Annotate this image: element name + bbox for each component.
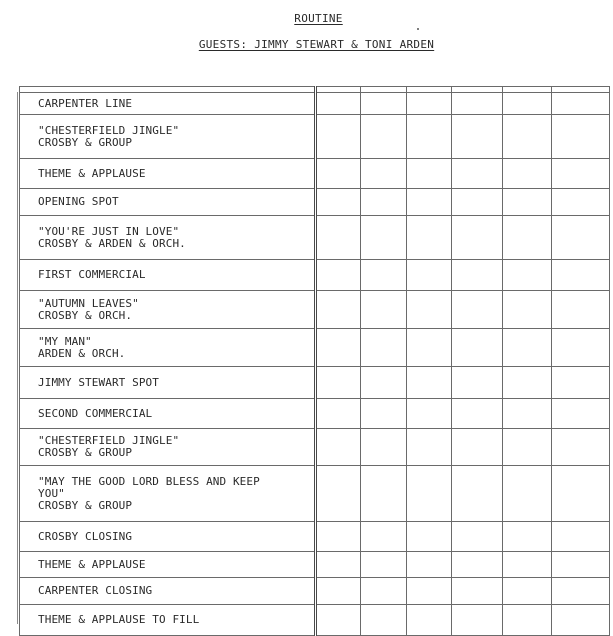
timing-cell [552, 552, 610, 578]
routine-item-line: THEME & APPLAUSE [38, 166, 146, 180]
timing-cell [503, 367, 552, 399]
timing-cell [503, 429, 552, 466]
timing-cell [552, 399, 610, 429]
timing-cell [361, 429, 407, 466]
routine-table-body [20, 87, 610, 636]
routine-table [19, 86, 610, 636]
timing-cell [452, 578, 503, 605]
timing-cell [407, 552, 452, 578]
routine-item-line: CARPENTER CLOSING [38, 584, 153, 597]
routine-row [20, 93, 610, 115]
timing-cell [361, 578, 407, 605]
timing-cell [407, 291, 452, 329]
routine-row [20, 291, 610, 329]
routine-row [20, 260, 610, 291]
routine-item-line: JIMMY STEWART SPOT [38, 375, 160, 389]
timing-cell [361, 189, 407, 216]
timing-cell [503, 605, 552, 636]
timing-cell [452, 260, 503, 291]
routine-row [20, 522, 610, 552]
routine-row [20, 552, 610, 578]
timing-cell [552, 605, 610, 636]
routine-item-line: "MY MAN" [38, 334, 92, 348]
timing-cell [552, 189, 610, 216]
timing-cell [503, 522, 552, 552]
timing-cell [361, 466, 407, 522]
routine-row [20, 115, 610, 159]
timing-cell [503, 260, 552, 291]
timing-cell [361, 159, 407, 189]
timing-cell [316, 522, 361, 552]
timing-cell [407, 93, 452, 115]
routine-row [20, 189, 610, 216]
timing-cell [452, 367, 503, 399]
timing-cell [407, 159, 452, 189]
timing-cell [316, 189, 361, 216]
timing-cell [316, 399, 361, 429]
timing-cell [552, 159, 610, 189]
routine-row [20, 329, 610, 367]
timing-cell [552, 466, 610, 522]
timing-cell [503, 159, 552, 189]
timing-cell [552, 329, 610, 367]
timing-cell [316, 466, 361, 522]
timing-cell [503, 578, 552, 605]
timing-cell [361, 399, 407, 429]
routine-item-line: "MAY THE GOOD LORD BLESS AND KEEP [38, 474, 260, 488]
timing-cell [503, 399, 552, 429]
routine-item-line: "AUTUMN LEAVES" [38, 296, 139, 310]
routine-item-label [20, 260, 316, 291]
routine-row [20, 605, 610, 636]
routine-item-line: CROSBY CLOSING [38, 529, 133, 543]
timing-cell [503, 552, 552, 578]
routine-item-line: "CHESTERFIELD JINGLE" [38, 434, 180, 447]
timing-cell [316, 578, 361, 605]
timing-cell [503, 291, 552, 329]
routine-item-label [20, 578, 316, 605]
timing-cell [552, 260, 610, 291]
guests-subtitle: GUESTS: JIMMY STEWART & TONI ARDEN [198, 38, 435, 51]
timing-cell [503, 466, 552, 522]
timing-cell [316, 291, 361, 329]
timing-cell [452, 522, 503, 552]
timing-cell [361, 522, 407, 552]
ink-speck [417, 28, 419, 30]
routine-item-line: THEME & APPLAUSE TO FILL [38, 613, 200, 626]
timing-cell [361, 552, 407, 578]
timing-cell [316, 367, 361, 399]
timing-cell [316, 115, 361, 159]
routine-item-label [20, 115, 316, 159]
routine-row [20, 466, 610, 522]
timing-cell [407, 578, 452, 605]
timing-cell [503, 189, 552, 216]
routine-row [20, 399, 610, 429]
timing-cell [316, 429, 361, 466]
timing-cell [316, 329, 361, 367]
timing-cell [407, 216, 452, 260]
timing-cell [503, 329, 552, 367]
timing-cell [552, 216, 610, 260]
timing-cell [407, 189, 452, 216]
timing-cell [503, 93, 552, 115]
routine-item-label [20, 522, 316, 552]
timing-cell [552, 522, 610, 552]
routine-row [20, 429, 610, 466]
timing-cell [407, 367, 452, 399]
routine-item-line: CROSBY & GROUP [38, 135, 133, 149]
timing-cell [361, 329, 407, 367]
timing-cell [316, 605, 361, 636]
timing-cell [316, 159, 361, 189]
routine-item-line: SECOND COMMERCIAL [38, 406, 153, 420]
timing-cell [452, 466, 503, 522]
routine-item-line: CROSBY & ORCH. [38, 308, 133, 322]
timing-cell [407, 605, 452, 636]
routine-row [20, 578, 610, 605]
routine-item-line: FIRST COMMERCIAL [38, 268, 146, 281]
timing-cell [452, 115, 503, 159]
timing-cell [316, 552, 361, 578]
routine-item-label [20, 367, 316, 399]
timing-cell [407, 260, 452, 291]
routine-item-line: OPENING SPOT [38, 195, 119, 208]
routine-item-label [20, 329, 316, 367]
routine-item-label [20, 552, 316, 578]
routine-item-label [20, 189, 316, 216]
routine-item-label [20, 466, 316, 522]
timing-cell [407, 329, 452, 367]
left-margin-line [17, 92, 18, 624]
timing-cell [452, 93, 503, 115]
routine-item-line: ARDEN & ORCH. [38, 346, 126, 360]
timing-cell [452, 605, 503, 636]
timing-cell [552, 115, 610, 159]
timing-cell [316, 93, 361, 115]
timing-cell [552, 367, 610, 399]
timing-cell [552, 429, 610, 466]
routine-item-line: THEME & APPLAUSE [38, 557, 146, 571]
routine-row [20, 367, 610, 399]
routine-item-line: CROSBY & GROUP [38, 446, 133, 459]
timing-cell [452, 216, 503, 260]
timing-cell [407, 522, 452, 552]
routine-item-line: CARPENTER LINE [38, 96, 133, 110]
timing-cell [361, 367, 407, 399]
routine-item-label [20, 429, 316, 466]
routine-item-line: CROSBY & ARDEN & ORCH. [38, 236, 186, 250]
timing-cell [407, 429, 452, 466]
routine-item-label [20, 159, 316, 189]
timing-cell [452, 159, 503, 189]
timing-cell [407, 466, 452, 522]
timing-cell [407, 115, 452, 159]
timing-cell [407, 399, 452, 429]
routine-item-label [20, 93, 316, 115]
timing-cell [452, 429, 503, 466]
timing-cell [361, 93, 407, 115]
routine-row [20, 159, 610, 189]
timing-cell [361, 216, 407, 260]
timing-cell [361, 260, 407, 291]
routine-item-label [20, 216, 316, 260]
routine-item-line: "YOU'RE JUST IN LOVE" [38, 224, 180, 238]
timing-cell [552, 93, 610, 115]
timing-cell [552, 578, 610, 605]
routine-row [20, 216, 610, 260]
page-title: ROUTINE [294, 12, 343, 25]
timing-cell [452, 552, 503, 578]
timing-cell [503, 115, 552, 159]
timing-cell [361, 291, 407, 329]
routine-item-label [20, 291, 316, 329]
timing-cell [361, 115, 407, 159]
routine-item-line: "CHESTERFIELD JINGLE" [38, 123, 180, 137]
timing-cell [452, 399, 503, 429]
timing-cell [316, 216, 361, 260]
timing-cell [503, 216, 552, 260]
timing-cell [452, 291, 503, 329]
timing-cell [452, 329, 503, 367]
routine-item-label [20, 399, 316, 429]
timing-cell [452, 189, 503, 216]
routine-item-line: CROSBY & GROUP [38, 498, 133, 512]
timing-cell [316, 260, 361, 291]
routine-item-line: YOU" [38, 486, 65, 500]
timing-cell [361, 605, 407, 636]
timing-cell [552, 291, 610, 329]
routine-item-label [20, 605, 316, 636]
